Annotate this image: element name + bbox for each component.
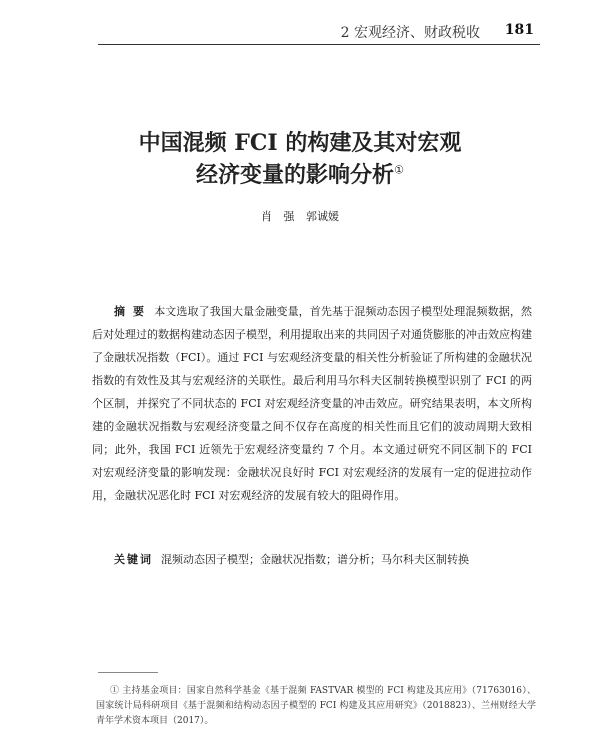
keywords [92, 548, 532, 571]
running-header [98, 20, 540, 45]
abstract-text: 本文选取了我国大量金融变量，首先基于混频动态因子模型处理混频数据，然后对处理过的数据构建动态因子模型，利用提取出来的共同因子对通货膨胀的冲击效应构建了金融状况指数（FCI）。通过 FCI 与宏观经济变量的相关性分析验证了所构建的金融状况指数的有效性及其与宏观经济的关联性。最后利用马尔科夫区制转换模型识别了 FCI 的两个区制，并探究了不同状态的 FCI 对宏观经济变量的冲击效应。研究结果表明，本文所构建的金融状况指数与宏观经济变量之间不仅存在高度的相关性而且它们的波动周期大致相同；此外，我国 FCI 近领先于宏观经济变量约 7 个月。本文通过研究不同区制下的 FCI 对宏观经济变量的影响发现：金融状况良好时 FCI 对宏观经济的发展有一定的促进拉动作用，金融状况恶化时 FCI 对宏观经济的发展有较大的阻碍作用。 [92, 305, 532, 502]
title-line-1 [90, 126, 510, 157]
footnote-divider [98, 672, 158, 673]
abstract-label: 摘 要 [114, 305, 147, 318]
footnote: ① 主持基金项目：国家自然科学基金《基于混频 FASTVAR 模型的 FCI 构建及其应用》（71763016）、国家统计局科研项目《基于混频和结构动态因子模型的 FCI 构建及其应用研究》（2018823）、兰州财经大学青年学术资本项目（2017）。 [96, 686, 536, 726]
page-number: 181 [504, 22, 534, 38]
abstract [92, 300, 532, 507]
keywords-label: 关键词 [114, 553, 153, 566]
authors: 肖 强 郭诚媛 [261, 210, 339, 223]
title-footnote-mark: ① [394, 163, 404, 177]
section-title: 2 宏观经济、财政税收 [340, 25, 480, 41]
keywords-text: 混频动态因子模型；金融状况指数；谱分析；马尔科夫区制转换 [161, 553, 469, 566]
title-line-1-text: 中国混频 FCI 的构建及其对宏观 [138, 130, 462, 156]
title-line-2 [90, 158, 510, 189]
title-line-2-text: 经济变量的影响分析 [196, 162, 395, 188]
